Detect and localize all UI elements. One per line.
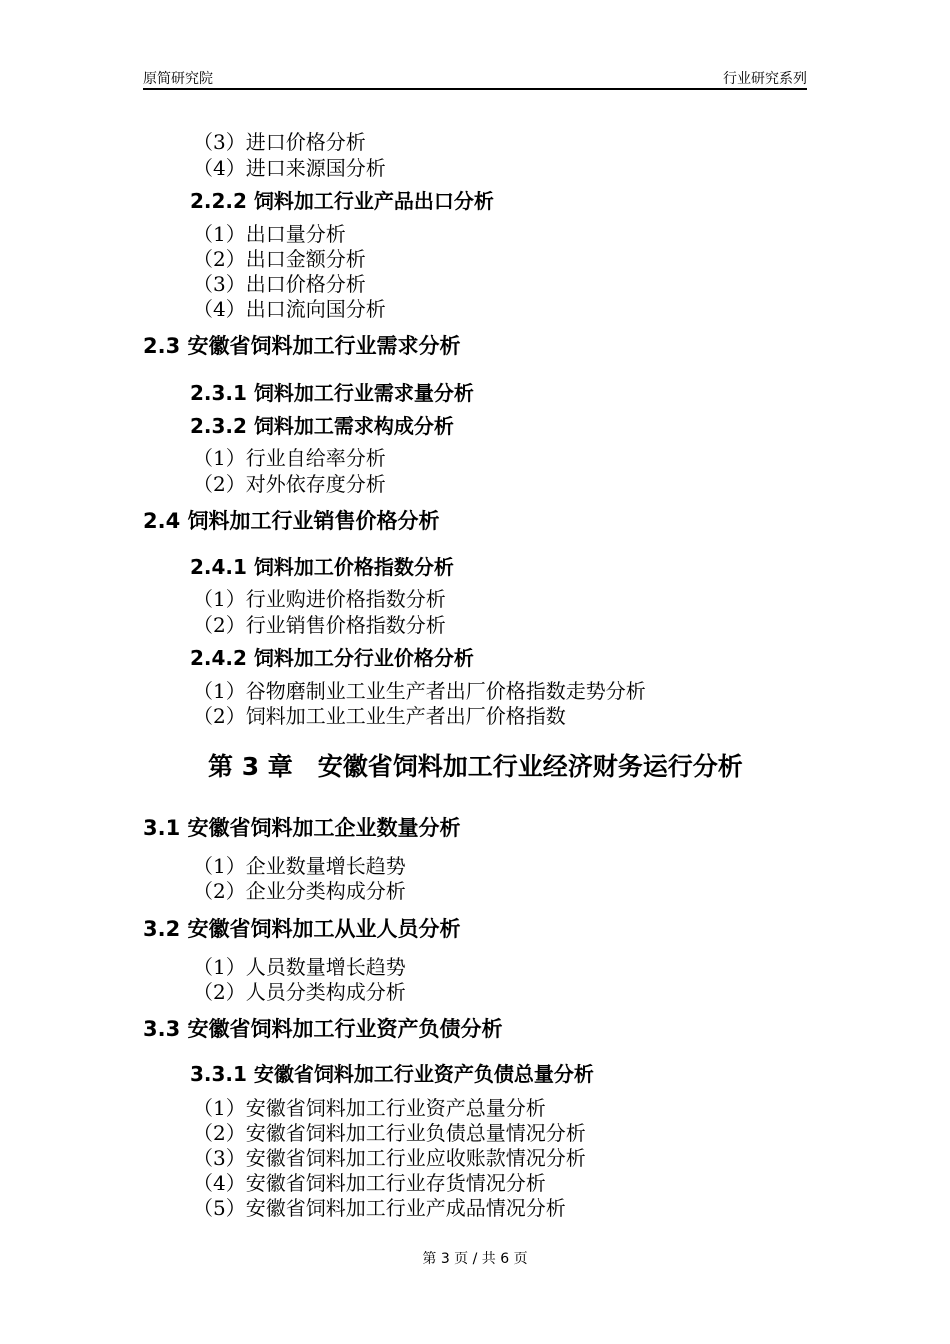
toc-item: （4）出口流向国分析	[193, 297, 386, 321]
page-header	[143, 62, 807, 90]
toc-subsection: 2.4.1 饲料加工价格指数分析	[190, 555, 454, 579]
toc-item: （3）安徽省饲料加工行业应收账款情况分析	[193, 1146, 586, 1170]
toc-section: 2.4 饲料加工行业销售价格分析	[143, 509, 440, 533]
toc-item: （1）行业购进价格指数分析	[193, 587, 446, 611]
toc-section: 3.2 安徽省饲料加工从业人员分析	[143, 917, 461, 941]
toc-section: 2.3 安徽省饲料加工行业需求分析	[143, 334, 461, 358]
toc-item: （2）企业分类构成分析	[193, 879, 406, 903]
toc-item: （5）安徽省饲料加工行业产成品情况分析	[193, 1196, 566, 1220]
toc-item: （1）人员数量增长趋势	[193, 955, 406, 979]
toc-section: 3.1 安徽省饲料加工企业数量分析	[143, 816, 461, 840]
header-series: 行业研究系列	[723, 71, 807, 87]
toc-item: （4）进口来源国分析	[193, 156, 386, 180]
toc-item: （1）出口量分析	[193, 222, 346, 246]
toc-item: （1）行业自给率分析	[193, 446, 386, 470]
toc-subsection: 3.3.1 安徽省饲料加工行业资产负债总量分析	[190, 1062, 594, 1086]
toc-item: （1）安徽省饲料加工行业资产总量分析	[193, 1096, 546, 1120]
toc-item: （2）安徽省饲料加工行业负债总量情况分析	[193, 1121, 586, 1145]
toc-subsection: 2.3.1 饲料加工行业需求量分析	[190, 381, 474, 405]
toc-item: （3）进口价格分析	[193, 130, 366, 154]
toc-section: 3.3 安徽省饲料加工行业资产负债分析	[143, 1017, 503, 1041]
toc-item: （1）企业数量增长趋势	[193, 854, 406, 878]
toc-item: （2）人员分类构成分析	[193, 980, 406, 1004]
toc-subsection: 2.3.2 饲料加工需求构成分析	[190, 414, 454, 438]
toc-subsection: 2.4.2 饲料加工分行业价格分析	[190, 646, 474, 670]
page-footer: 第 3 页 / 共 6 页	[422, 1251, 528, 1267]
toc-item: （1）谷物磨制业工业生产者出厂价格指数走势分析	[193, 679, 646, 703]
toc-item: （2）对外依存度分析	[193, 472, 386, 496]
header-org: 原简研究院	[143, 71, 213, 87]
toc-item: （2）行业销售价格指数分析	[193, 613, 446, 637]
toc-item: （2）出口金额分析	[193, 247, 366, 271]
toc-item: （2）饲料加工业工业生产者出厂价格指数	[193, 704, 566, 728]
chapter-title: 第 3 章 安徽省饲料加工行业经济财务运行分析	[208, 752, 743, 781]
toc-item: （4）安徽省饲料加工行业存货情况分析	[193, 1171, 546, 1195]
toc-item: （3）出口价格分析	[193, 272, 366, 296]
toc-subsection: 2.2.2 饲料加工行业产品出口分析	[190, 189, 494, 213]
